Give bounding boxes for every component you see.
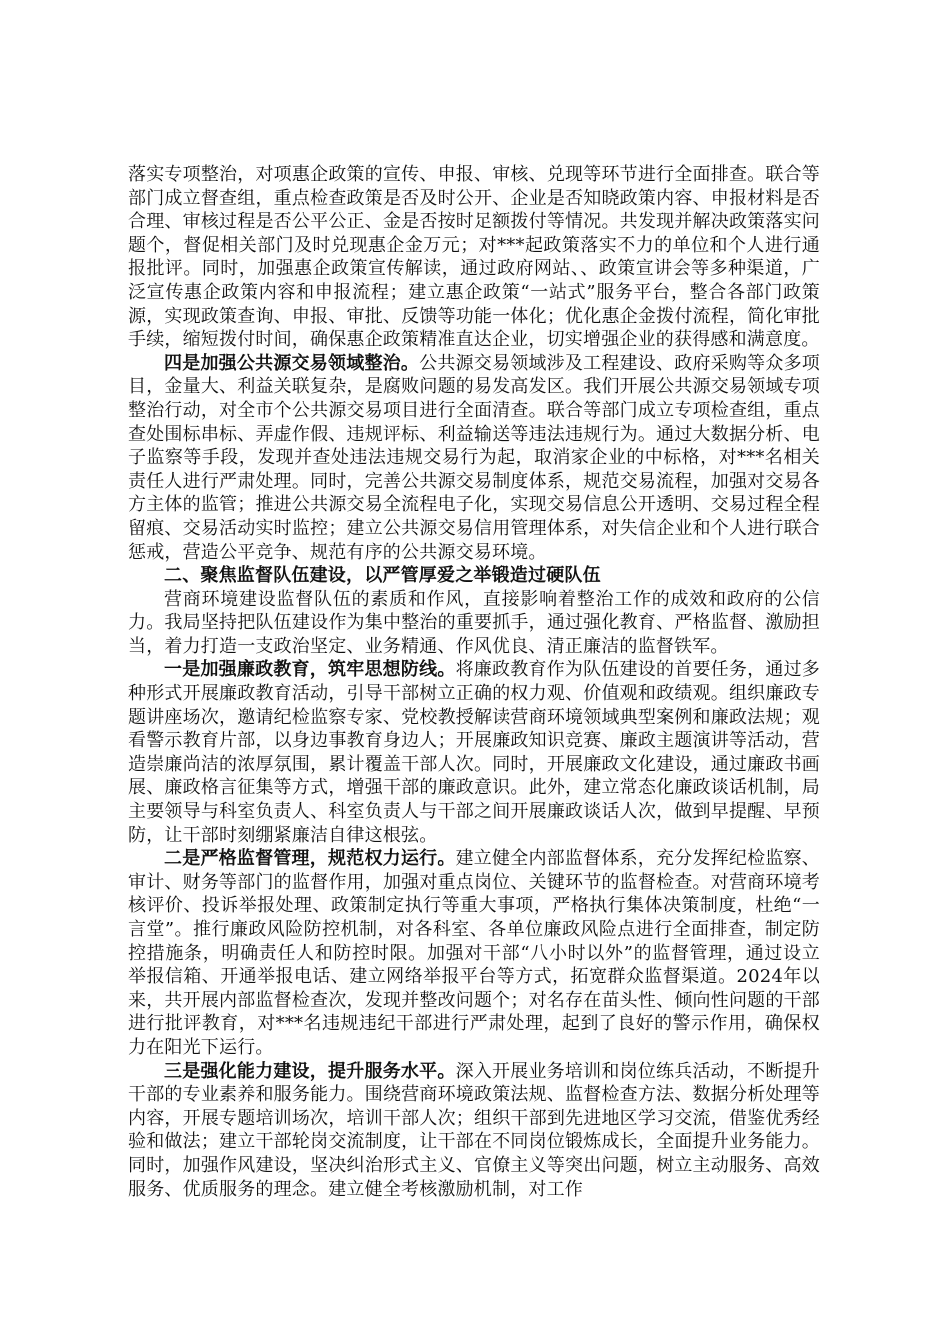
paragraph-lead: 四是加强公共源交易领域整治。 bbox=[164, 352, 420, 374]
paragraph-text: 深入开展业务培训和岗位练兵活动，不断提升干部的专业素养和服务能力。围绕营商环境政策法规、监督检查方法、数据分析处理等内容，开展专题培训场次，培训干部人次；组织干部到先进地区学习交流，借鉴优秀经验和做法；建立干部轮岗交流制度，让干部在不同岗位锻炼成长，全面提升业务能力。同时，加强作风建设，坚决纠治形式主义、官僚主义等突出问题，树立主动服务、高效服务、优质服务的理念。建立健全考核激励机制，对工作 bbox=[128, 1060, 820, 1200]
paragraph-text: 营商环境建设监督队伍的素质和作风，直接影响着整治工作的成效和政府的公信力。我局坚持把队伍建设作为集中整治的重要抓手，通过强化教育、严格监督、激励担当，着力打造一支政治坚定、业务精通、作风优良、清正廉洁的监督铁军。 bbox=[128, 588, 820, 657]
paragraph-lead: 二是严格监督管理，规范权力运行。 bbox=[164, 848, 456, 870]
paragraph-public-resource-trading bbox=[128, 352, 820, 564]
paragraph-text: 建立健全内部监督体系，充分发挥纪检监察、审计、财务等部门的监督作用，加强对重点岗位、关键环节的监督检查。对营商环境考核评价、投诉举报处理、政策制定执行等重大事项，严格执行集体决策制度，杜绝“一言堂”。推行廉政风险防控机制，对各科室、各单位廉政风险点进行全面排查，制定防控措施条，明确责任人和防控时限。加强对干部“八小时以外”的监督管理，通过设立举报信箱、开通举报电话、建立网络举报平台等方式，拓宽群众监督渠道。2024年以来，共开展内部监督检查次，发现并整改问题个；对名存在苗头性、倾向性问题的干部进行批评教育，对***名违规违纪干部进行严肃处理，起到了良好的警示作用，确保权力在阳光下运行。 bbox=[128, 848, 820, 1058]
document-body bbox=[128, 163, 820, 1201]
paragraph-text: 将廉政教育作为队伍建设的首要任务，通过多种形式开展廉政教育活动，引导干部树立正确的权力观、价值观和政绩观。组织廉政专题讲座场次，邀请纪检监察专家、党校教授解读营商环境领域典型案例和廉政法规；观看警示教育片部，以身边事教育身边人；开展廉政知识竞赛、廉政主题演讲等活动，营造崇廉尚洁的浓厚氛围，累计覆盖干部人次。同时，开展廉政文化建设，通过廉政书画展、廉政格言征集等方式，增强干部的廉政意识。此外，建立常态化廉政谈话机制，局主要领导与科室负责人、科室负责人与干部之间开展廉政谈话人次，做到早提醒、早预防，让干部时刻绷紧廉洁自律这根弦。 bbox=[128, 659, 820, 846]
paragraph-lead: 一是加强廉政教育，筑牢思想防线。 bbox=[164, 659, 456, 681]
section-heading: 二、聚焦监督队伍建设，以严管厚爱之举锻造过硬队伍 bbox=[164, 565, 601, 587]
paragraph-text: 落实专项整治，对项惠企政策的宣传、申报、审核、兑现等环节进行全面排查。联合等部门成立督查组，重点检查政策是否及时公开、企业是否知晓政策内容、申报材料是否合理、审核过程是否公平公正、金是否按时足额拨付等情况。共发现并解决政策落实问题个，督促相关部门及时兑现惠企金万元；对***起政策落实不力的单位和个人进行通报批评。同时，加强惠企政策宣传解读，通过政府网站、、政策宣讲会等多种渠道，广泛宣传惠企政策内容和申报流程；建立惠企政策“一站式”服务平台，整合各部门政策源，实现政策查询、申报、审批、反馈等功能一体化；优化惠企金拨付流程，简化审批手续，缩短拨付时间，确保惠企政策精准直达企业，切实增强企业的获得感和满意度。 bbox=[128, 164, 820, 351]
paragraph-team-intro bbox=[128, 588, 820, 659]
paragraph-policy-implementation bbox=[128, 163, 820, 352]
paragraph-lead: 三是强化能力建设，提升服务水平。 bbox=[164, 1060, 456, 1082]
paragraph-capacity-building bbox=[128, 1060, 820, 1202]
paragraph-integrity-education bbox=[128, 658, 820, 847]
paragraph-text: 公共源交易领域涉及工程建设、政府采购等众多项目，金量大、利益关联复杂，是腐败问题的易发高发区。我们开展公共源交易领域专项整治行动，对全市个公共源交易项目进行全面清查。联合等部门成立专项检查组，重点查处围标串标、弄虚作假、违规评标、利益输送等违法违规行为。通过大数据分析、电子监察等手段，发现并查处违法违规交易行为起，取消家企业的中标格，对***名相关责任人进行严肃处理。同时，完善公共源交易制度体系，规范交易流程，加强对交易各方主体的监管；推进公共源交易全流程电子化，实现交易信息公开透明、交易过程全程留痕、交易活动实时监控；建立公共源交易信用管理体系，对失信企业和个人进行联合惩戒，营造公平竞争、规范有序的公共源交易环境。 bbox=[128, 352, 820, 563]
paragraph-supervision-management bbox=[128, 847, 820, 1059]
